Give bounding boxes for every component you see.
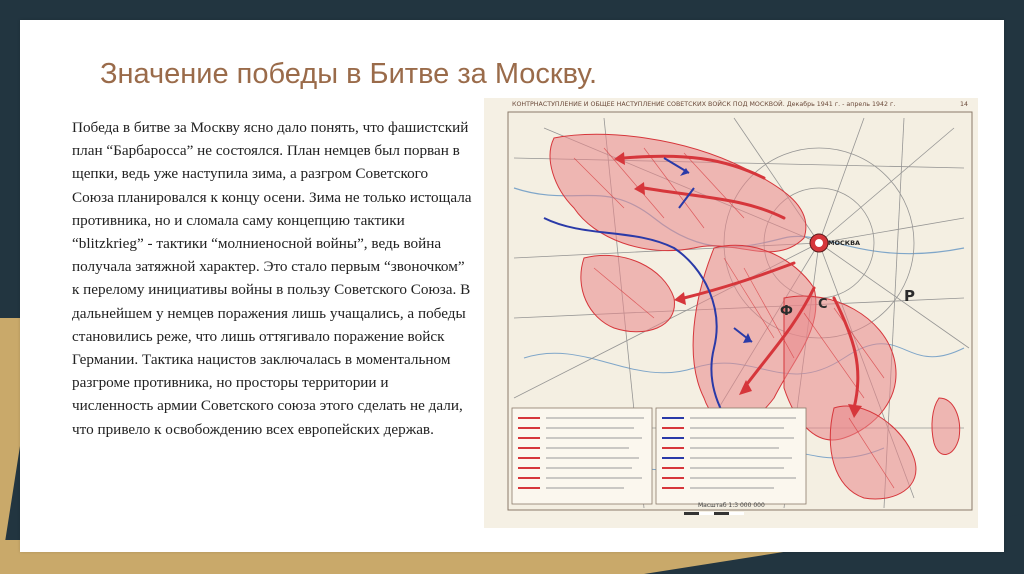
slide-title: Значение победы в Битве за Москву. <box>100 58 598 90</box>
map-header-title: КОНТРНАСТУПЛЕНИЕ И ОБЩЕЕ НАСТУПЛЕНИЕ СОВЕТСКИХ ВОЙСК ПОД МОСКВОЙ. Декабрь 1941 г. - апрель 1942 г. <box>512 101 896 108</box>
map-region-label-f: Ф <box>780 304 793 319</box>
map-region-label-s: С <box>818 297 828 312</box>
map-city-moscow: МОСКВА <box>828 239 861 247</box>
map-page-number: 14 <box>959 101 968 108</box>
slide-card <box>20 20 1004 552</box>
map-region-label-r: Р <box>904 287 915 305</box>
map-scale-label: Масштаб 1:3 000 000 <box>698 502 765 509</box>
map-drawing <box>484 98 978 528</box>
map-header <box>512 100 972 110</box>
slide-body-text: Победа в битве за Москву ясно дало понять, что фашистский план “Барбаросса” не состоялся. План немцев был порван в щепки, ведь уже наступила зима, а разгром Советского Союза планировался к концу осени. Зима не только истощала противника, но и сломала саму концепцию тактики “blitzkrieg” - тактики “молниеносной войны”, ведь война получала затяжной характер. Это стало первым “звоночком” к перелому инициативы войны в пользу Советского Союза. В дальнейшем у немцев поражения лишь учащались, а победы становились реже, что лишь оттягивало поражение войск Германии. Тактика нацистов заключалась в моментальном разгроме противника, но просторы территории и численность армии Советского союза этого сделать не дали, что привело к освобождению всех европейских держав. <box>72 119 472 438</box>
battle-map-image <box>484 98 978 528</box>
